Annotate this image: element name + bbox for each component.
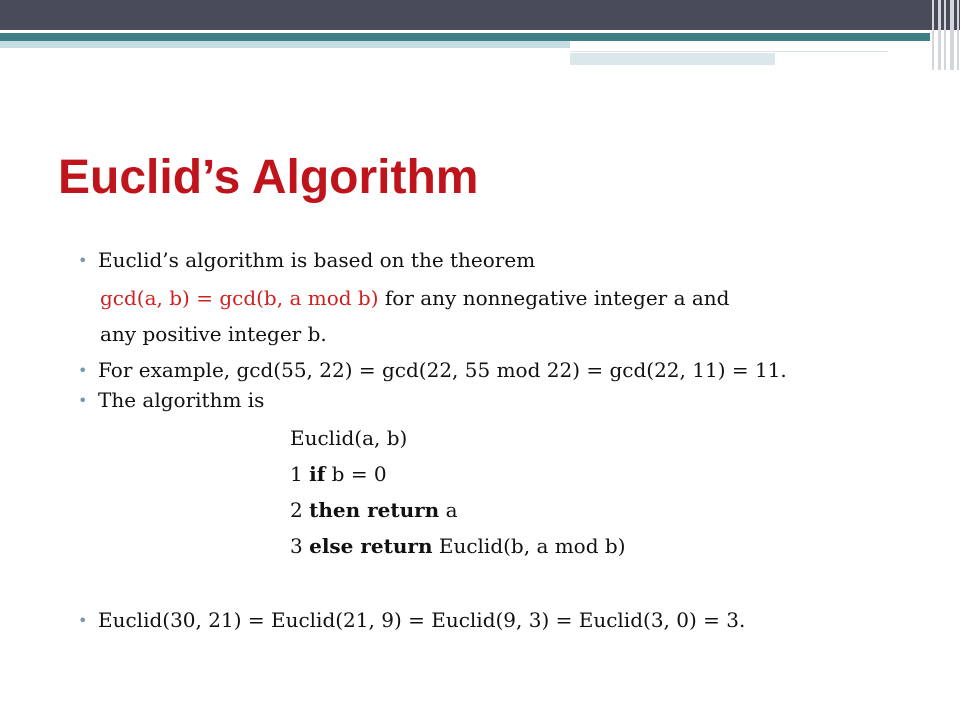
line-number: 3 — [290, 534, 310, 558]
pseudocode-header: Euclid(a, b) — [290, 426, 408, 450]
slide-title: Euclid’s Algorithm — [58, 151, 479, 204]
code-text: a — [439, 498, 458, 522]
line-number: 2 — [290, 498, 310, 522]
line-number: 1 — [290, 462, 310, 486]
keyword: then return — [309, 498, 440, 522]
bullet-4: • — [78, 611, 88, 630]
bullet-3: • — [78, 391, 88, 410]
theorem-formula: gcd(a, b) = gcd(b, a mod b) — [100, 286, 379, 310]
pseudocode-line-2 — [290, 498, 458, 522]
bullet-1: • — [78, 251, 88, 270]
example-gcd: For example, gcd(55, 22) = gcd(22, 55 mod 22) = gcd(22, 11) = 11. — [98, 358, 787, 382]
keyword: else return — [309, 534, 433, 558]
bullet-2: • — [78, 361, 88, 380]
algorithm-intro: The algorithm is — [98, 388, 265, 412]
top-bar — [0, 0, 960, 30]
pseudocode-line-3 — [290, 534, 626, 558]
pseudocode-line-1 — [290, 462, 387, 486]
code-text: Euclid(b, a mod b) — [432, 534, 626, 558]
teal-stripe — [0, 33, 930, 41]
bullet-1-line-3: any positive integer b. — [100, 322, 327, 346]
theorem-condition: for any nonnegative integer a and — [378, 286, 730, 310]
bullet-1-line-1: Euclid’s algorithm is based on the theorem — [98, 248, 536, 272]
corner-lines — [928, 0, 960, 70]
code-text: b = 0 — [325, 462, 387, 486]
keyword: if — [309, 462, 326, 486]
pale-stripe — [0, 41, 570, 48]
white-stripe — [570, 49, 888, 52]
euclid-example: Euclid(30, 21) = Euclid(21, 9) = Euclid(9, 3) = Euclid(3, 0) = 3. — [98, 608, 746, 632]
bullet-1-line-2 — [100, 286, 729, 310]
lower-stripe — [570, 53, 775, 65]
